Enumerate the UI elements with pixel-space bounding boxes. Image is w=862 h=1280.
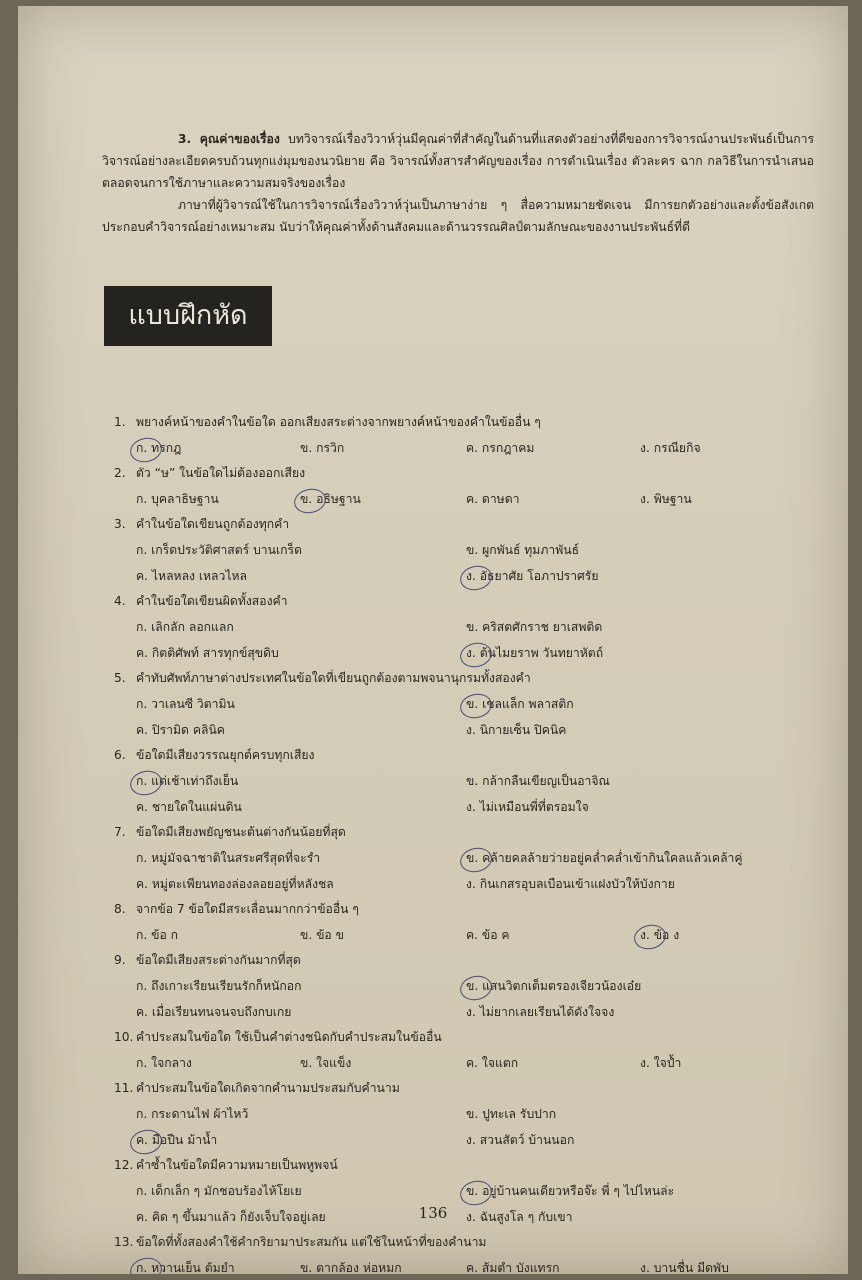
question-text: ข้อใดมีเสียงพยัญชนะต้นต่างกันน้อยที่สุด <box>136 825 346 839</box>
answer-option-label: ก. กระดานไฟ ผ้าไหว้ <box>136 1107 249 1121</box>
options-row <box>114 640 834 666</box>
answer-option[interactable] <box>640 1255 729 1274</box>
answer-option[interactable] <box>136 435 181 461</box>
answer-option-label: ค. เมื่อเรียนทนจนจบถึงกบเกย <box>136 1005 292 1019</box>
answer-option-label: ค. กิตติศัพท์ สารทุกข์สุขดิบ <box>136 646 279 660</box>
answer-option[interactable] <box>300 1050 351 1076</box>
question-row <box>114 410 834 435</box>
answer-option-label: ข. คล้ายคลล้ายว่ายอยู่คล่ำคล่ำเข้ากินใคลแล้วเคล้าคู่ <box>466 851 743 865</box>
question-number: 2. <box>114 466 126 480</box>
options-row <box>114 871 834 897</box>
answer-option-label: ก. ถึงเกาะเรียนเรียนรักก็หนักอก <box>136 979 302 993</box>
question-text: ข้อใดมีเสียงสระต่างกันมากที่สุด <box>136 953 301 967</box>
answer-option[interactable] <box>466 1178 674 1204</box>
options-row <box>114 794 834 820</box>
answer-option[interactable] <box>300 922 344 948</box>
answer-option-label: ค. ปิรามิด คลินิค <box>136 723 225 737</box>
question-row <box>114 948 834 973</box>
options-row <box>114 563 834 589</box>
question-number: 7. <box>114 825 126 839</box>
answer-option-label: ค. หมู่ตะเพียนทองล่องลอยอยู่ที่หลังชล <box>136 877 334 891</box>
answer-option-label: ง. ต้นไมยราพ วันทยาหัตถ์ <box>466 646 604 660</box>
question-text: พยางค์หน้าของคำในข้อใด ออกเสียงสระต่างจากพยางค์หน้าของคำในข้ออื่น ๆ <box>136 415 541 429</box>
question-row <box>114 461 834 486</box>
page-number: 136 <box>418 1204 448 1222</box>
options-row <box>114 537 834 563</box>
answer-option[interactable] <box>136 1178 302 1204</box>
exercise-list <box>114 410 834 1274</box>
question-text: คำซ้ำในข้อใดมีความหมายเป็นพหูพจน์ <box>136 1158 338 1172</box>
question-row <box>114 743 834 768</box>
options-row <box>114 486 834 512</box>
answer-option-label: ง. ฉันสูงโล ๆ กับเขา <box>466 1210 573 1224</box>
question-number: 8. <box>114 902 126 916</box>
options-row <box>114 845 834 871</box>
answer-option-label: ค. ชายใดในแผ่นดิน <box>136 800 242 814</box>
options-row <box>114 1255 834 1274</box>
answer-option-label: ข. กรวิก <box>300 441 345 455</box>
question-number: 4. <box>114 594 126 608</box>
answer-option-label: ค. ใจแตก <box>466 1056 519 1070</box>
question-row <box>114 1076 834 1101</box>
intro-heading: 3. คุณค่าของเรื่อง <box>178 132 280 146</box>
options-row <box>114 973 834 999</box>
options-row <box>114 717 834 743</box>
answer-option-label: ง. ไม่ยากเลยเรียนได้ดังใจจง <box>466 1005 615 1019</box>
answer-option[interactable] <box>466 1101 556 1127</box>
question-text: คำทับศัพท์ภาษาต่างประเทศในข้อใดที่เขียนถูกต้องตามพจนานุกรมทั้งสองคำ <box>136 671 531 685</box>
answer-option-label: ง. นิกายเซ็น ปิคนิค <box>466 723 567 737</box>
question-number: 6. <box>114 748 126 762</box>
answer-option-label: ข. อธิษฐาน <box>300 492 361 506</box>
answer-option-label: ข. เชลแล็ก พลาสติก <box>466 697 574 711</box>
question-number: 11. <box>114 1081 134 1095</box>
answer-option[interactable] <box>640 922 679 948</box>
answer-option[interactable] <box>466 1255 560 1274</box>
answer-option-label: ก. ทรกฎ <box>136 441 182 455</box>
answer-option[interactable] <box>136 1101 248 1127</box>
question-row <box>114 666 834 691</box>
answer-option-label: ง. พิษฐาน <box>640 492 692 506</box>
answer-option[interactable] <box>136 717 225 743</box>
intro-paragraph-1-text: บทวิจารณ์เรื่องวิวาห์วุ่นมีคุณค่าที่สำคัญในด้านที่แสดงตัวอย่างที่ดีของการวิจารณ์งานประพันธ์เป็นการวิจารณ์อย่างละเอียดครบถ้วนทุกแง่มุมของนวนิยาย คือ วิจารณ์ทั้งสารสำคัญของเรื่อง การดำเนินเรื่อง ตัวละคร ฉาก กลวิธีในการนำเสนอ ตลอดจนการใช้ภาษาและความสมจริงของเรื่อง <box>102 132 814 190</box>
answer-option-label: ข. แสนวิตกเต็มตรองเจียวน้องเอ๋ย <box>466 979 642 993</box>
answer-option-label: ก. เลิกลัก ลอกแลก <box>136 620 234 634</box>
answer-option-label: ก. หมู่มัจฉาชาติในสระศรีสุดที่จะรำ <box>136 851 321 865</box>
answer-option[interactable] <box>466 691 574 717</box>
intro-paragraph-2: ภาษาที่ผู้วิจารณ์ใช้ในการวิจารณ์เรื่องวิวาห์วุ่นเป็นภาษาง่าย ๆ สื่อความหมายชัดเจน มีการยกตัวอย่างและตั้งข้อสังเกตประกอบคำวิจารณ์อย่างเหมาะสม นับว่าให้คุณค่าทั้งด้านสังคมและด้านวรรณศิลป์ตามลักษณะของงานประพันธ์ที่ดี <box>102 198 814 234</box>
answer-option-label: ก. วาเลนซี วิตามิน <box>136 697 235 711</box>
intro-paragraph-1 <box>102 128 814 194</box>
answer-option-label: ง. ใจป้ำ <box>640 1056 682 1070</box>
options-row <box>114 768 834 794</box>
question-number: 12. <box>114 1158 134 1172</box>
options-row <box>114 999 834 1025</box>
answer-option[interactable] <box>640 435 701 461</box>
intro-section <box>102 128 814 238</box>
answer-option[interactable] <box>136 922 178 948</box>
question-text: คำประสมในข้อใดเกิดจากคำนามประสมกับคำนาม <box>136 1081 400 1095</box>
answer-option-label: ง. อัธยาศัย โอภาปราศรัย <box>466 569 599 583</box>
answer-option-label: ง. บานชื่น มีดพับ <box>640 1261 729 1274</box>
question-number: 9. <box>114 953 126 967</box>
question-row <box>114 820 834 845</box>
answer-option-label: ง. สวนสัตว์ บ้านนอก <box>466 1133 575 1147</box>
question-row <box>114 512 834 537</box>
answer-option-label: ข. ข้อ ข <box>300 928 344 942</box>
options-row <box>114 435 834 461</box>
question-row <box>114 1025 834 1050</box>
answer-option[interactable] <box>300 1255 402 1274</box>
question-text: คำในข้อใดเขียนผิดทั้งสองคำ <box>136 594 288 608</box>
answer-option[interactable] <box>466 999 614 1025</box>
question-text: ข้อใดที่ทั้งสองคำใช้คำกริยามาประสมกัน แต่ใช้ในหน้าที่ของคำนาม <box>136 1235 487 1249</box>
answer-option-label: ง. กินเกสรอุบลเบือนเข้าแฝงบัวให้บังกาย <box>466 877 675 891</box>
answer-option-label: ข. กล้ากลืนเขียญเป็นอาจิณ <box>466 774 610 788</box>
exercise-banner: แบบฝึกหัด <box>104 286 272 346</box>
question-row <box>114 897 834 922</box>
answer-option[interactable] <box>136 871 334 897</box>
answer-option[interactable] <box>466 435 534 461</box>
answer-option-label: ง. กรณียกิจ <box>640 441 701 455</box>
answer-option-label: ค. ส้มตำ บังแทรก <box>466 1261 560 1274</box>
answer-option[interactable] <box>640 1050 681 1076</box>
question-row <box>114 1153 834 1178</box>
answer-option-label: ค. กรกฎาคม <box>466 441 535 455</box>
answer-option[interactable] <box>136 794 242 820</box>
answer-option[interactable] <box>466 794 589 820</box>
answer-option[interactable] <box>466 871 675 897</box>
question-number: 10. <box>114 1030 134 1044</box>
answer-option[interactable] <box>136 1127 217 1153</box>
answer-option-label: ค. ไหลหลง เหลวไหล <box>136 569 248 583</box>
question-number: 3. <box>114 517 126 531</box>
options-row <box>114 1101 834 1127</box>
answer-option[interactable] <box>136 973 302 999</box>
answer-option-label: ก. บุคลาธิษฐาน <box>136 492 219 506</box>
answer-option-label: ข. อยู่บ้านคนเดียวหรือจ๊ะ พี่ ๆ ไปไหนล่ะ <box>466 1184 675 1198</box>
options-row <box>114 1050 834 1076</box>
answer-option[interactable] <box>466 486 519 512</box>
answer-option-label: ข. คริสตศักราช ยาเสพติด <box>466 620 603 634</box>
answer-option-label: ค. ดาษดา <box>466 492 520 506</box>
answer-option[interactable] <box>466 614 602 640</box>
pen-circle-mark <box>128 1255 164 1274</box>
answer-option[interactable] <box>136 1255 235 1274</box>
answer-option[interactable] <box>136 999 291 1025</box>
answer-option[interactable] <box>466 717 566 743</box>
answer-option[interactable] <box>466 563 599 589</box>
answer-option-label: ก. เด็กเล็ก ๆ มักชอบร้องไห้โยเย <box>136 1184 302 1198</box>
answer-option[interactable] <box>466 537 579 563</box>
question-number: 13. <box>114 1235 134 1249</box>
answer-option[interactable] <box>136 563 247 589</box>
answer-option-label: ค. มือปืน ม้าน้ำ <box>136 1133 218 1147</box>
answer-option[interactable] <box>136 486 219 512</box>
options-row <box>114 1178 834 1204</box>
answer-option[interactable] <box>466 922 510 948</box>
question-row <box>114 1230 834 1255</box>
question-number: 5. <box>114 671 126 685</box>
options-row <box>114 922 834 948</box>
answer-option[interactable] <box>136 537 302 563</box>
question-text: ข้อใดมีเสียงวรรณยุกต์ครบทุกเสียง <box>136 748 315 762</box>
answer-option[interactable] <box>136 1050 192 1076</box>
answer-option[interactable] <box>300 486 361 512</box>
answer-option[interactable] <box>466 845 743 871</box>
answer-option[interactable] <box>466 1127 574 1153</box>
answer-option[interactable] <box>466 1050 518 1076</box>
answer-option-label: ก. เกร็ดประวัติศาสตร์ บานเกร็ด <box>136 543 302 557</box>
answer-option[interactable] <box>466 768 610 794</box>
answer-option-label: ก. ใจกลาง <box>136 1056 192 1070</box>
question-text: ตัว “ษ” ในข้อใดไม่ต้องออกเสียง <box>136 466 306 480</box>
answer-option[interactable] <box>640 486 692 512</box>
answer-option-label: ข. ใจแข็ง <box>300 1056 352 1070</box>
answer-option[interactable] <box>136 640 279 666</box>
answer-option-label: ก. ข้อ ก <box>136 928 179 942</box>
answer-option-label: ข. ผูกพันธ์ ทุมภาพันธ์ <box>466 543 580 557</box>
answer-option[interactable] <box>300 435 344 461</box>
options-row <box>114 614 834 640</box>
answer-option[interactable] <box>136 845 320 871</box>
answer-option-label: ง. ข้อ ง <box>640 928 680 942</box>
answer-option-label: ค. คิด ๆ ขึ้นมาแล้ว ก็ยังเจ็บใจอยู่เลย <box>136 1210 326 1224</box>
textbook-page <box>18 6 848 1274</box>
answer-option-label: ข. ตากล้อง ห่อหมก <box>300 1261 402 1274</box>
answer-option-label: ง. ไม่เหมือนพี่ที่ตรอมใจ <box>466 800 589 814</box>
question-row <box>114 589 834 614</box>
answer-option-label: ค. ข้อ ค <box>466 928 510 942</box>
question-text: จากข้อ 7 ข้อใดมีสระเลื่อนมากกว่าข้ออื่น ๆ <box>136 902 359 916</box>
answer-option[interactable] <box>136 691 235 717</box>
question-text: คำในข้อใดเขียนถูกต้องทุกคำ <box>136 517 290 531</box>
answer-option[interactable] <box>466 973 641 999</box>
question-number: 1. <box>114 415 126 429</box>
options-row <box>114 1127 834 1153</box>
options-row <box>114 691 834 717</box>
answer-option-label: ข. ปูทะเล รับปาก <box>466 1107 557 1121</box>
answer-option[interactable] <box>136 614 234 640</box>
answer-option-label: ก. แต่เช้าเท่าถึงเย็น <box>136 774 239 788</box>
answer-option[interactable] <box>136 768 238 794</box>
question-text: คำประสมในข้อใด ใช้เป็นคำต่างชนิดกับคำประสมในข้ออื่น <box>136 1030 442 1044</box>
answer-option[interactable] <box>466 640 603 666</box>
answer-option-label: ก. หวานเย็น ต้มยำ <box>136 1261 235 1274</box>
